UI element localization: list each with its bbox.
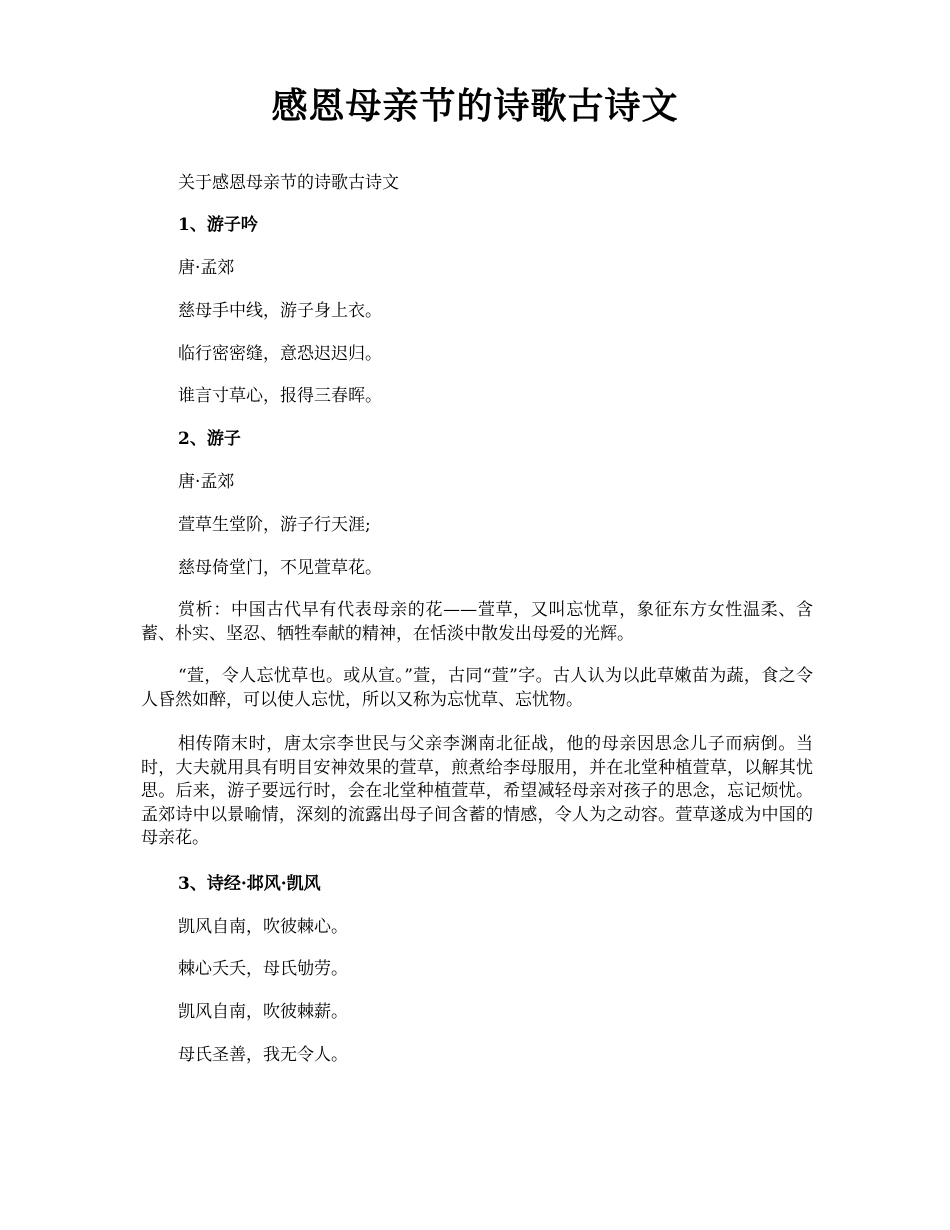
poem-1-line-1: 慈母手中线，游子身上衣。 xyxy=(178,301,382,321)
poem-2-heading: 2、游子 xyxy=(178,429,241,449)
poem-3-line-2: 棘心夭夭，母氏劬劳。 xyxy=(178,959,348,979)
poem-3-line-4: 母氏圣善，我无令人。 xyxy=(178,1045,348,1065)
poem-2-author: 唐·孟郊 xyxy=(178,472,235,492)
poem-2-line-1: 萱草生堂阶，游子行天涯; xyxy=(178,515,371,535)
poem-3-line-1: 凯风自南，吹彼棘心。 xyxy=(178,917,348,937)
intro-text: 关于感恩母亲节的诗歌古诗文 xyxy=(178,173,399,193)
poem-2-line-2: 慈母倚堂门，不见萱草花。 xyxy=(178,558,382,578)
poem-3-line-3: 凯风自南，吹彼棘薪。 xyxy=(178,1002,348,1022)
poem-1-heading: 1、游子吟 xyxy=(178,215,258,235)
poem-1-line-3: 谁言寸草心，报得三春晖。 xyxy=(178,386,382,406)
commentary-paragraph-1: 赏析：中国古代早有代表母亲的花——萱草，又叫忘忧草，象征东方女性温柔、含蓄、朴实、坚忍、牺牲奉献的精神，在恬淡中散发出母爱的光辉。 xyxy=(141,600,813,644)
commentary-paragraph-3: 相传隋末时，唐太宗李世民与父亲李渊南北征战，他的母亲因思念儿子而病倒。当时，大夫就用具有明目安神效果的萱草，煎煮给李母服用，并在北堂种植萱草，以解其忧思。后来，游子要远行时，会在北堂种植萱草，希望减轻母亲对孩子的思念，忘记烦忧。孟郊诗中以景喻情，深刻的流露出母子间含蓄的情感，令人为之动容。萱草遂成为中国的母亲花。 xyxy=(141,734,813,848)
poem-1-author: 唐·孟郊 xyxy=(178,258,235,278)
poem-1-line-2: 临行密密缝，意恐迟迟归。 xyxy=(178,344,382,364)
commentary-paragraph-2: “萱，令人忘忧草也。或从宣。”萱，古同“萱”字。古人认为以此草嫩苗为蔬，食之令人昏然如醉，可以使人忘忧，所以又称为忘忧草、忘忧物。 xyxy=(141,666,813,710)
poem-3-heading: 3、诗经·邶风·凯风 xyxy=(178,874,321,894)
document-title: 感恩母亲节的诗歌古诗文 xyxy=(271,85,679,127)
